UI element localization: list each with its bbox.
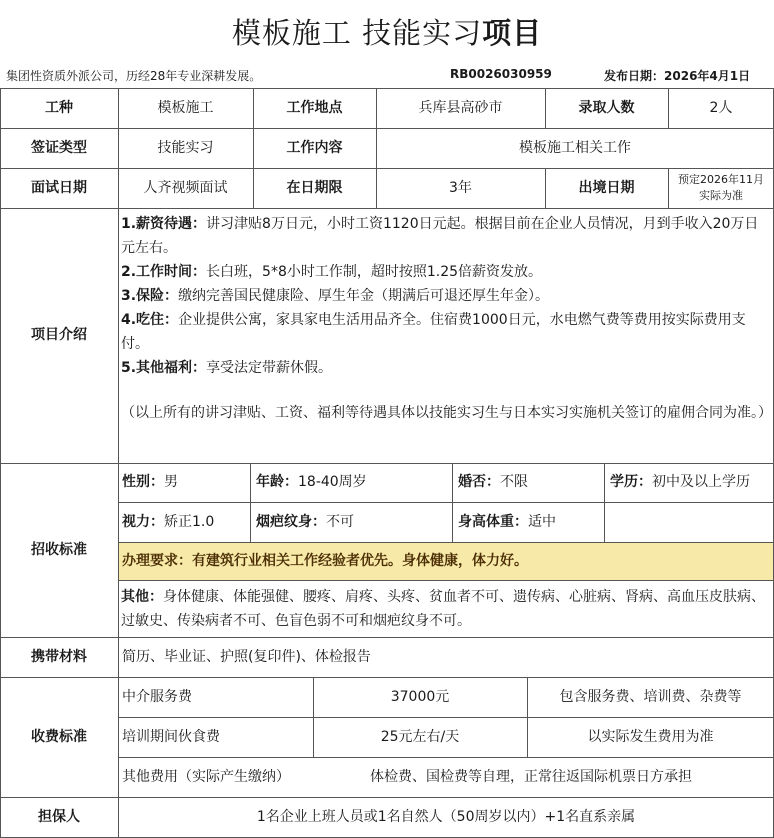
service-fee-note: 包含服务费、培训费、杂费等 xyxy=(559,688,742,705)
meal-fee-label: 培训期间伙食费 xyxy=(122,728,220,745)
interview-label: 面试日期 xyxy=(31,179,87,196)
service-fee-amount: 37000元 xyxy=(390,688,450,705)
marital-label: 婚否： xyxy=(458,474,500,491)
meal-fee-amount: 25元左右/天 xyxy=(380,728,460,745)
intro-board-label: 4.吃住： xyxy=(121,312,179,329)
project-intro-label: 项目介绍 xyxy=(31,327,87,344)
company-description: 集团性资质外派公司，历经28年专业深耕发展。 xyxy=(6,69,262,83)
education-value: 初中及以上学历 xyxy=(652,474,750,491)
intro-benefit xyxy=(121,356,769,380)
intro-board-text: 企业提供公寓，家具家电生活用品齐全。住宿费1000日元，水电燃气费等费用按实际费用支付。 xyxy=(121,312,746,353)
marital xyxy=(458,463,604,502)
education xyxy=(610,463,774,502)
age-label: 年龄： xyxy=(256,474,298,491)
title-main: 模板施工 技能实习 xyxy=(231,15,483,50)
publish-date-label: 发布日期： xyxy=(604,69,665,83)
page-title xyxy=(0,0,774,62)
work-content-label: 工作内容 xyxy=(286,139,343,156)
guarantor-label: 担保人 xyxy=(38,809,80,826)
departure-label: 出境日期 xyxy=(578,179,635,196)
intro-benefit-label: 5.其他福利： xyxy=(121,360,207,377)
location-label: 工作地点 xyxy=(286,99,343,116)
job-type-value: 模板施工 xyxy=(157,99,214,116)
publish-date-value: 2026年4月1日 xyxy=(664,69,751,83)
other-fee-note: 体检费、国检费等自理，正常往返国际机票日方承担 xyxy=(370,768,692,785)
departure-line1: 预定2026年11月 xyxy=(678,173,764,187)
gender-value: 男 xyxy=(164,474,178,491)
posting-code: RB0026030959 xyxy=(450,67,552,81)
term-value: 3年 xyxy=(449,179,472,196)
info-bar xyxy=(0,62,774,88)
other-fee-label: 其他费用（实际产生缴纳） xyxy=(122,768,290,785)
intro-note: （以上所有的讲习津贴、工资、福利等待遇具体以技能实习生与日本实习实施机关签订的雇佣合同为准。） xyxy=(121,404,772,421)
materials-value: 简历、毕业证、护照(复印件)、体检报告 xyxy=(122,648,371,665)
intro-hours-label: 2.工作时间： xyxy=(121,264,207,281)
tattoo-label: 烟疤纹身： xyxy=(256,513,326,530)
intro-salary-label: 1.薪资待遇： xyxy=(121,216,207,232)
intro-hours xyxy=(121,260,769,284)
gender-label: 性别： xyxy=(122,474,164,491)
other-label: 其他： xyxy=(121,589,163,605)
visa-type-value: 技能实习 xyxy=(157,139,214,156)
intro-salary xyxy=(121,212,769,260)
materials-label: 携带材料 xyxy=(31,648,87,665)
intro-board xyxy=(121,308,769,356)
other-text: 身体健康、体能强健、腰疼、肩疼、头疼、贫血者不可、遗传病、心脏病、肾病、高血压皮肤病、过敏史、传染病者不可、色盲色弱不可和烟疤纹身不可。 xyxy=(121,589,765,630)
intro-hours-text: 长白班，5*8小时工作制，超时按照1.25倍薪资发放。 xyxy=(206,264,543,281)
vision-label: 视力： xyxy=(122,513,164,530)
other-requirements xyxy=(121,585,771,633)
height-weight-value: 适中 xyxy=(528,513,556,530)
vision xyxy=(122,502,250,542)
height-weight-label: 身高体重： xyxy=(458,513,528,530)
marital-value: 不限 xyxy=(500,474,528,491)
intro-insurance-label: 3.保险： xyxy=(121,288,179,305)
intro-salary-text: 讲习津贴8万日元，小时工资1120日元起。根据目前在企业人员情况，月到手收入20万日元左右。 xyxy=(121,216,759,257)
guarantor-value: 1名企业上班人员或1名自然人（50周岁以内）+1名直系亲属 xyxy=(256,809,636,826)
title-bold: 项目 xyxy=(482,15,543,50)
education-label: 学历： xyxy=(610,474,652,491)
project-intro xyxy=(121,212,772,425)
intro-insurance xyxy=(121,284,769,308)
work-content-value: 模板施工相关工作 xyxy=(519,139,631,156)
location-value: 兵库县高砂市 xyxy=(418,99,503,116)
recruit-label: 招收标准 xyxy=(31,541,87,558)
visa-type-label: 签证类型 xyxy=(31,139,87,156)
hires-label: 录取人数 xyxy=(578,99,635,116)
term-label: 在日期限 xyxy=(286,179,343,196)
fees-label: 收费标准 xyxy=(31,728,87,745)
age xyxy=(256,463,452,502)
departure-value xyxy=(668,168,774,208)
service-fee-label: 中介服务费 xyxy=(122,688,192,705)
height-weight xyxy=(458,502,604,542)
intro-insurance-text: 缴纳完善国民健康险、厚生年金（期满后可退还厚生年金）。 xyxy=(178,288,550,305)
tattoo-value: 不可 xyxy=(326,513,354,530)
publish-date xyxy=(604,67,750,84)
age-value: 18-40周岁 xyxy=(298,474,367,491)
gender xyxy=(122,463,250,502)
departure-line2: 实际为准 xyxy=(699,189,743,202)
vision-value: 矫正1.0 xyxy=(164,513,215,530)
hires-value: 2人 xyxy=(709,99,733,116)
interview-value: 人齐视频面试 xyxy=(143,179,228,196)
job-type-label: 工种 xyxy=(45,99,73,116)
requirement-text: 办理要求：有建筑行业相关工作经验者优先。身体健康，体力好。 xyxy=(122,553,528,569)
meal-fee-note: 以实际发生费用为准 xyxy=(587,728,714,745)
intro-benefit-text: 享受法定带薪休假。 xyxy=(206,360,333,377)
tattoo xyxy=(256,502,452,542)
